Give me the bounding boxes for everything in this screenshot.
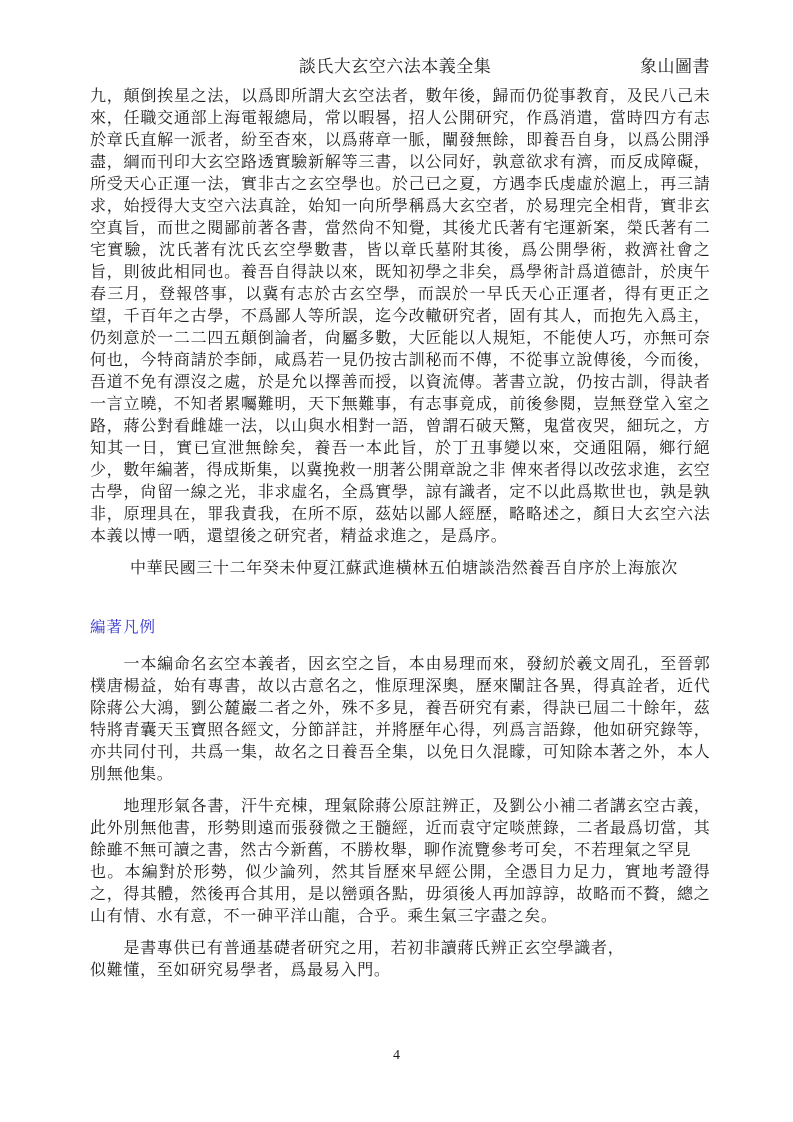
preface-section [90, 86, 710, 580]
section-heading-fanli[interactable]: 編著凡例 [90, 619, 157, 636]
text-line: 宅實驗，沈氏著有沈氏玄空學數書，皆以章氏墓附其後，爲公開學術，救濟社會之 [90, 242, 710, 259]
text-line: 除蔣公大鴻，劉公麓巖二者之外，殊不多見，養吾研究有素，得訣已屆二十餘年，茲 [90, 700, 710, 717]
text-line: 非，原理具在，罪我責我，在所不原，茲姑以鄙人經歷，略略述之，顏日大玄空六法 [90, 506, 710, 523]
text-line: 空真旨，而世之閱鄙前著各書，當然尙不知覺，其後尤氏著有宅運新案，榮氏著有二 [90, 220, 710, 237]
publisher-name: 象山圖書 [640, 57, 710, 76]
text-line: 樸唐楊益，始有專書，故以古意名之，惟原理深奧，歷來闡註各異，得真詮者，近代 [90, 678, 710, 695]
page-header [90, 57, 710, 77]
text-line: 別無他集。 [90, 766, 174, 783]
fanli-section [90, 654, 710, 982]
text-line: 於章氏直解一派者，紛至杳來，以爲蔣章一脈，闡發無餘，即養吾自身，以爲公開淨 [90, 132, 710, 149]
text-line: 山有情、水有意，不一砷平洋山龍，合乎。乘生氣三字盡之矣。 [90, 908, 558, 925]
text-line: 所受天心正運一法，實非古之玄空學也。於己已之夏，方遇李氏虔虛於滬上，再三請 [90, 176, 710, 193]
preface-dateline: 中華民國三十二年癸未仲夏江蘇武進橫林五伯塘談浩然養吾自序於上海旅次 [130, 560, 678, 577]
text-line: 仍刻意於一二二四五顛倒論者，尙屬多數，大匠能以人規矩，不能使人巧，亦無可奈 [90, 330, 710, 347]
text-line: 之，得其體，然後再合其用，是以巒頭各點，毋須後人再加諄諄，故略而不贅，總之 [90, 886, 710, 903]
page-number: 4 [393, 1048, 400, 1063]
text-line: 似難懂，至如研究易學者，爲最易入門。 [90, 962, 391, 979]
text-line: 特將青囊天玉寶照各經文，分節詳註，并將歷年心得，列爲言語錄，他如研究錄等， [90, 722, 710, 739]
text-line: 春三月，登報啓事，以冀有志於古玄空學，而誤於一早氏天心正運者，得有更正之 [90, 286, 710, 303]
text-line: 一言立曉，不知者累囑難明，天下無難事，有志事竟成，前後參閱，豈無登堂入室之 [90, 396, 710, 413]
text-line: 知其一日，實已宣泄無餘矣，養吾一本此旨，於丁丑事變以來，交通阻隔，鄉行絕 [90, 440, 710, 457]
text-line: 也。本編對於形勢，似少論列，然其旨歷來早經公開，全憑目力足力，實地考證得 [90, 864, 710, 881]
fanli-paragraph-3 [90, 938, 710, 982]
fanli-paragraph-2 [90, 796, 710, 928]
text-line: 來，任職交通部上海電報總局，常以暇晷，招人公開研究，作爲消遣，當時四方有志 [90, 110, 710, 127]
text-line: 九，顛倒挨星之法，以爲即所謂大玄空法者，數年後，歸而仍從事教育，及民八己未 [90, 88, 710, 105]
text-line: 是書專供已有普通基礎者研究之用，若初非讀蔣氏辨正玄空學識者， [90, 940, 625, 957]
page-footer [0, 1048, 793, 1064]
text-line: 路，蔣公對看雌雄一法，以山與水相對一語，曾謂石破天驚，鬼當夜哭，細玩之，方 [90, 418, 710, 435]
text-line: 亦共同付刊，共爲一集，故名之日養吾全集，以免日久混矇，可知除本著之外，本人 [90, 744, 710, 761]
text-line: 旨，則彼此相同也。養吾自得訣以來，既知初學之非矣，爲學術計爲道德計，於庚午 [90, 264, 710, 281]
text-line: 何也，今特商請於李師，咸爲若一見仍按古訓秘而不傳，不從事立說傳後，今而後， [90, 352, 710, 369]
text-line: 盡，綱而刊印大玄空路透實驗新解等三書，以公同好，孰意欲求有濟，而反成障礙， [90, 154, 710, 171]
text-line: 望，千百年之古學，不爲鄙人等所誤，迄今改轍研究者，固有其人，而抱先入爲主， [90, 308, 710, 325]
text-line: 少，數年編著，得成斯集，以冀挽救一朋著公開章說之非 俾來者得以改弦求進，玄空 [90, 462, 710, 479]
text-line: 吾道不免有漂沒之處，於是允以擇善而授，以資流傳。著書立說，仍按古訓，得訣者 [90, 374, 710, 391]
text-line: 地理形氣各書，汗牛充棟，理氣除蔣公原註辨正，及劉公小補二者講玄空古義， [90, 798, 710, 815]
page-body [90, 86, 710, 982]
text-line: 古學，尙留一線之光，非求虛名，全爲實學，諒有識者，定不以此爲欺世也，孰是孰 [90, 484, 710, 501]
fanli-paragraph-1 [90, 654, 710, 786]
book-title: 談氏大玄空六法本義全集 [298, 57, 492, 76]
text-line: 此外別無他書，形勢則遠而張發微之王髓經，近而袁守定啖蔗錄，二者最爲切當，其 [90, 820, 710, 837]
text-line: 求，始授得大支空六法真詮，始知一向所學稱爲大玄空者，於易理完全相背，實非玄 [90, 198, 710, 215]
text-line: 餘雖不無可讀之書，然古今新舊，不勝枚舉，聊作流覽參考可矣，不若理氣之罕見 [90, 842, 692, 859]
text-line: 一本編命名玄空本義者，因玄空之旨，本由易理而來，發紉於羲文周孔，至晉郭 [90, 656, 710, 673]
text-line: 本義以博一哂，還望後之研究者，精益求進之，是爲序。 [90, 528, 508, 545]
preface-text [90, 86, 710, 548]
